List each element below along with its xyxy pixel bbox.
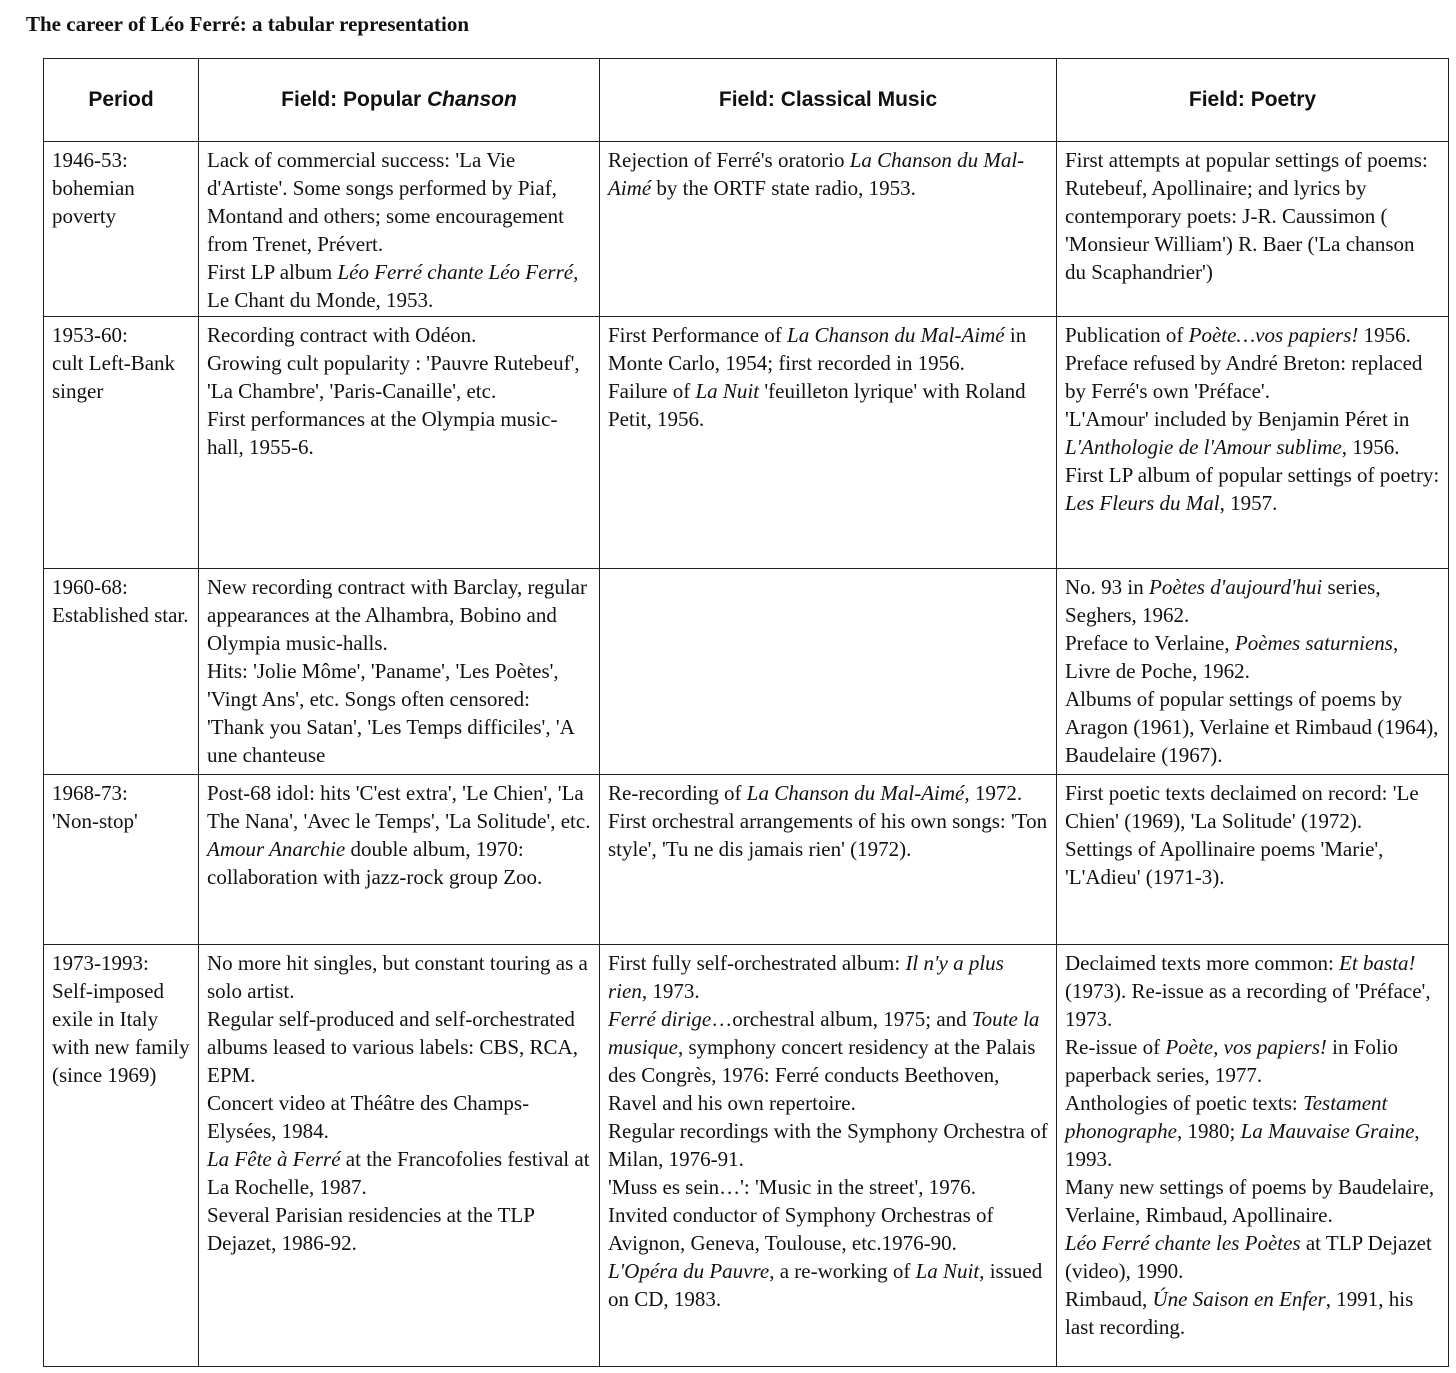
table-row [44, 142, 1449, 317]
entry-text: at TLP Dejazet (video), 1990. [1065, 1231, 1432, 1283]
chanson-entry [207, 349, 591, 405]
entry-text: Several Parisian residencies at the TLP Dejazet, 1986-92. [207, 1203, 535, 1255]
italic-title-text: Poète, vos papiers! [1165, 1035, 1327, 1059]
entry-text: First attempts at popular settings of poems: Rutebeuf, Apollinaire; and lyrics by contemporary poets: J-R. Caussimon ( 'Monsieur William') R. Baer ('La chanson du Scaphandrier') [1065, 148, 1428, 284]
italic-title-text: La Mauvaise Graine [1240, 1119, 1415, 1143]
period-line: 1946-53: [52, 148, 128, 172]
chanson-entry [207, 405, 591, 461]
italic-title-text: Toute la musique [608, 1007, 1040, 1059]
entry-text: at the Francofolies festival at La Rochelle, 1987. [207, 1147, 590, 1199]
poetry-entry [1065, 321, 1440, 405]
entry-text: , a re-working of [769, 1259, 916, 1283]
poetry-entry [1065, 1285, 1440, 1341]
chanson-entry [207, 779, 591, 835]
period-cell [44, 945, 199, 1367]
italic-title-text: Poèmes saturniens [1234, 631, 1393, 655]
table-row [44, 775, 1449, 945]
header-row [44, 59, 1449, 142]
poetry-entry [1065, 1229, 1440, 1285]
period-line: 'Non-stop' [52, 809, 138, 833]
italic-title-text: L'Anthologie de l'Amour sublime [1065, 435, 1342, 459]
poetry-entry [1065, 1173, 1440, 1229]
italic-title-text: Léo Ferré chante les Poètes [1065, 1231, 1301, 1255]
document-title: The career of Léo Ferré: a tabular representation [26, 12, 470, 36]
period-line: cult Left-Bank [52, 351, 176, 375]
italic-title-text: La Fête à Ferré [207, 1147, 341, 1171]
period-cell [44, 317, 199, 569]
entry-text: Anthologies of poetic texts: [1065, 1091, 1303, 1115]
entry-text: Concert video at Théâtre des Champs-Elysées, 1984. [207, 1091, 530, 1143]
italic-title-text: Amour Anarchie [207, 837, 346, 861]
poetry-cell [1057, 142, 1449, 317]
italic-title-text: Úne Saison en Enfer [1152, 1287, 1326, 1311]
table-body [44, 142, 1449, 1367]
entry-text: New recording contract with Barclay, regular appearances at the Alhambra, Bobino and Olympia music-halls. [207, 575, 587, 655]
entry-text: …orchestral album, 1975; and [711, 1007, 972, 1031]
chanson-entry [207, 1005, 591, 1089]
poetry-cell [1057, 945, 1449, 1367]
poetry-entry [1065, 779, 1440, 835]
entry-text: , 1957. [1219, 491, 1278, 515]
entry-text: Post-68 idol: hits 'C'est extra', 'Le Chien', 'La The Nana', 'Avec le Temps', 'La Solitude', etc. [207, 781, 591, 833]
header-chanson-italic: Chanson [427, 88, 517, 111]
period-line: 1953-60: [52, 323, 128, 347]
chanson-entry [207, 657, 591, 769]
italic-title-text: Testament phonographe [1065, 1091, 1388, 1143]
entry-text: Preface to Verlaine, [1065, 631, 1235, 655]
entry-text: Re-recording of [608, 781, 747, 805]
poetry-entry [1065, 1033, 1440, 1089]
header-classical-music: Field: Classical Music [600, 59, 1057, 142]
classical-entry [608, 377, 1048, 433]
career-table [43, 58, 1449, 1367]
entry-text: double album, 1970: collaboration with jazz-rock group Zoo. [207, 837, 543, 889]
period-cell [44, 569, 199, 775]
poetry-entry [1065, 835, 1440, 891]
header-chanson-prefix: Field: Popular [281, 88, 427, 111]
classical-cell [600, 142, 1057, 317]
entry-text: in Monte Carlo, 1954; first recorded in 1956. [608, 323, 1027, 375]
period-line: bohemian [52, 176, 135, 200]
chanson-cell [199, 945, 600, 1367]
classical-entry [608, 1117, 1048, 1173]
italic-title-text: La Nuit [695, 379, 760, 403]
entry-text: First Performance of [608, 323, 788, 347]
entry-text: Invited conductor of Symphony Orchestras of Avignon, Geneva, Toulouse, etc.1976-90. [608, 1203, 994, 1255]
entry-text: Re-issue of [1065, 1035, 1166, 1059]
poetry-entry [1065, 949, 1440, 1033]
chanson-entry [207, 146, 591, 258]
poetry-entry [1065, 146, 1440, 286]
entry-text: , 1973. [641, 979, 700, 1003]
entry-text: Regular self-produced and self-orchestrated albums leased to various labels: CBS, RCA, EPM. [207, 1007, 578, 1087]
poetry-entry [1065, 629, 1440, 685]
chanson-entry [207, 573, 591, 657]
entry-text: First orchestral arrangements of his own songs: 'Ton style', 'Tu ne dis jamais rien' (1972). [608, 809, 1048, 861]
period-line: Established star. [52, 603, 189, 627]
entry-text: , symphony concert residency at the Palais des Congrès, 1976: Ferré conducts Beethoven, Ravel and his own repertoire. [608, 1035, 1036, 1115]
period-line: 1973-1993: [52, 951, 149, 975]
entry-text: First LP album [207, 260, 338, 284]
entry-text: , Livre de Poche, 1962. [1065, 631, 1399, 683]
chanson-cell [199, 142, 600, 317]
italic-title-text: Léo Ferré chante Léo Ferré, [337, 260, 579, 284]
entry-text: Hits: 'Jolie Môme', 'Paname', 'Les Poètes', 'Vingt Ans', etc. Songs often censored: 'Thank you Satan', 'Les Temps difficiles', 'A une chanteuse [207, 659, 574, 767]
classical-cell [600, 775, 1057, 945]
classical-entry [608, 1201, 1048, 1257]
entry-text: issued on CD, 1983. [608, 1259, 1043, 1311]
entry-text: Failure of [608, 379, 696, 403]
period-line: (since 1969) [52, 1063, 157, 1087]
poetry-cell [1057, 317, 1449, 569]
entry-text: Declaimed texts more common: [1065, 951, 1340, 975]
classical-cell [600, 569, 1057, 775]
italic-title-text: Il n'y a plus rien [608, 951, 1004, 1003]
chanson-entry [207, 1201, 591, 1257]
entry-text: Settings of Apollinaire poems 'Marie', 'L'Adieu' (1971-3). [1065, 837, 1384, 889]
chanson-entry [207, 258, 591, 314]
header-period: Period [44, 59, 199, 142]
chanson-cell [199, 569, 600, 775]
entry-text: series, Seghers, 1962. [1065, 575, 1381, 627]
entry-text: 'L'Amour' included by Benjamin Péret in [1065, 407, 1410, 431]
entry-text: No more hit singles, but constant touring as a solo artist. [207, 951, 588, 1003]
entry-text: First performances at the Olympia music-hall, 1955-6. [207, 407, 558, 459]
italic-title-text: L'Opéra du Pauvre [608, 1259, 770, 1283]
entry-text: Many new settings of poems by Baudelaire, Verlaine, Rimbaud, Apollinaire. [1065, 1175, 1435, 1227]
italic-title-text: Et basta! [1339, 951, 1416, 975]
entry-text: , 1991, his last recording. [1065, 1287, 1414, 1339]
italic-title-text: La Chanson du Mal-Aimé [787, 323, 1005, 347]
entry-text: Recording contract with Odéon. [207, 323, 477, 347]
poetry-entry [1065, 573, 1440, 629]
period-line: with new family [52, 1035, 190, 1059]
period-line: exile in Italy [52, 1007, 159, 1031]
classical-entry [608, 779, 1048, 807]
entry-text: First fully self-orchestrated album: [608, 951, 906, 975]
italic-title-text: La Nuit, [915, 1259, 985, 1283]
italic-title-text: Ferré dirige [608, 1007, 712, 1031]
table-row [44, 569, 1449, 775]
header-popular-chanson [199, 59, 600, 142]
classical-entry [608, 1005, 1048, 1117]
poetry-entry [1065, 461, 1440, 517]
entry-text: Rimbaud, [1065, 1287, 1153, 1311]
entry-text: Regular recordings with the Symphony Orchestra of Milan, 1976-91. [608, 1119, 1048, 1171]
entry-text: , 1980; [1177, 1119, 1241, 1143]
period-line: poverty [52, 204, 117, 228]
poetry-entry [1065, 405, 1440, 461]
period-cell [44, 775, 199, 945]
classical-cell [600, 317, 1057, 569]
entry-text: First poetic texts declaimed on record: 'Le Chien' (1969), 'La Solitude' (1972). [1065, 781, 1419, 833]
entry-text: , 1993. [1065, 1119, 1420, 1171]
entry-text: by the ORTF state radio, 1953. [651, 176, 916, 200]
italic-title-text: Poète…vos papiers! [1188, 323, 1359, 347]
chanson-cell [199, 775, 600, 945]
classical-entry [608, 1173, 1048, 1201]
entry-text: Publication of [1065, 323, 1189, 347]
poetry-cell [1057, 775, 1449, 945]
entry-text: Lack of commercial success: 'La Vie d'Artiste'. Some songs performed by Piaf, Montand and others; some encouragement from Trenet, Prévert. [207, 148, 564, 256]
entry-text: Growing cult popularity : 'Pauvre Rutebeuf', 'La Chambre', 'Paris-Canaille', etc. [207, 351, 580, 403]
classical-entry [608, 807, 1048, 863]
entry-text: 1956. Preface refused by André Breton: replaced by Ferré's own 'Préface'. [1065, 323, 1423, 403]
period-cell [44, 142, 199, 317]
classical-entry [608, 146, 1048, 202]
entry-text: 'feuilleton lyrique' with Roland Petit, 1956. [608, 379, 1026, 431]
chanson-entry [207, 321, 591, 349]
poetry-entry [1065, 685, 1440, 769]
table-row [44, 945, 1449, 1367]
poetry-cell [1057, 569, 1449, 775]
italic-title-text: La Chanson du Mal-Aimé [608, 148, 1025, 200]
entry-text: No. 93 in [1065, 575, 1149, 599]
period-line: Self-imposed [52, 979, 164, 1003]
header-poetry: Field: Poetry [1057, 59, 1449, 142]
classical-entry [608, 321, 1048, 377]
chanson-cell [199, 317, 600, 569]
entry-text: 'Muss es sein…': 'Music in the street', 1976. [608, 1175, 977, 1199]
period-line: 1968-73: [52, 781, 128, 805]
entry-text: Rejection of Ferré's oratorio [608, 148, 850, 172]
italic-title-text: La Chanson du Mal-Aimé, [746, 781, 970, 805]
entry-text: in Folio paperback series, 1977. [1065, 1035, 1399, 1087]
italic-title-text: Les Fleurs du Mal [1065, 491, 1220, 515]
entry-text: , 1956. [1341, 435, 1400, 459]
classical-entry [608, 1257, 1048, 1313]
chanson-entry [207, 835, 591, 891]
entry-text: (1973). Re-issue as a recording of 'Préface', 1973. [1065, 979, 1431, 1031]
italic-title-text: Poètes d'aujourd'hui [1149, 575, 1323, 599]
chanson-entry [207, 1145, 591, 1201]
table-row [44, 317, 1449, 569]
entry-text: Le Chant du Monde, 1953. [207, 288, 434, 312]
classical-cell [600, 945, 1057, 1367]
classical-entry [608, 949, 1048, 1005]
poetry-entry [1065, 1089, 1440, 1173]
period-line: singer [52, 379, 104, 403]
entry-text: Albums of popular settings of poems by Aragon (1961), Verlaine et Rimbaud (1964), Baudelaire (1967). [1065, 687, 1439, 767]
entry-text: First LP album of popular settings of poetry: [1065, 463, 1440, 487]
chanson-entry [207, 1089, 591, 1145]
entry-text: 1972. [969, 781, 1023, 805]
chanson-entry [207, 949, 591, 1005]
period-line: 1960-68: [52, 575, 128, 599]
